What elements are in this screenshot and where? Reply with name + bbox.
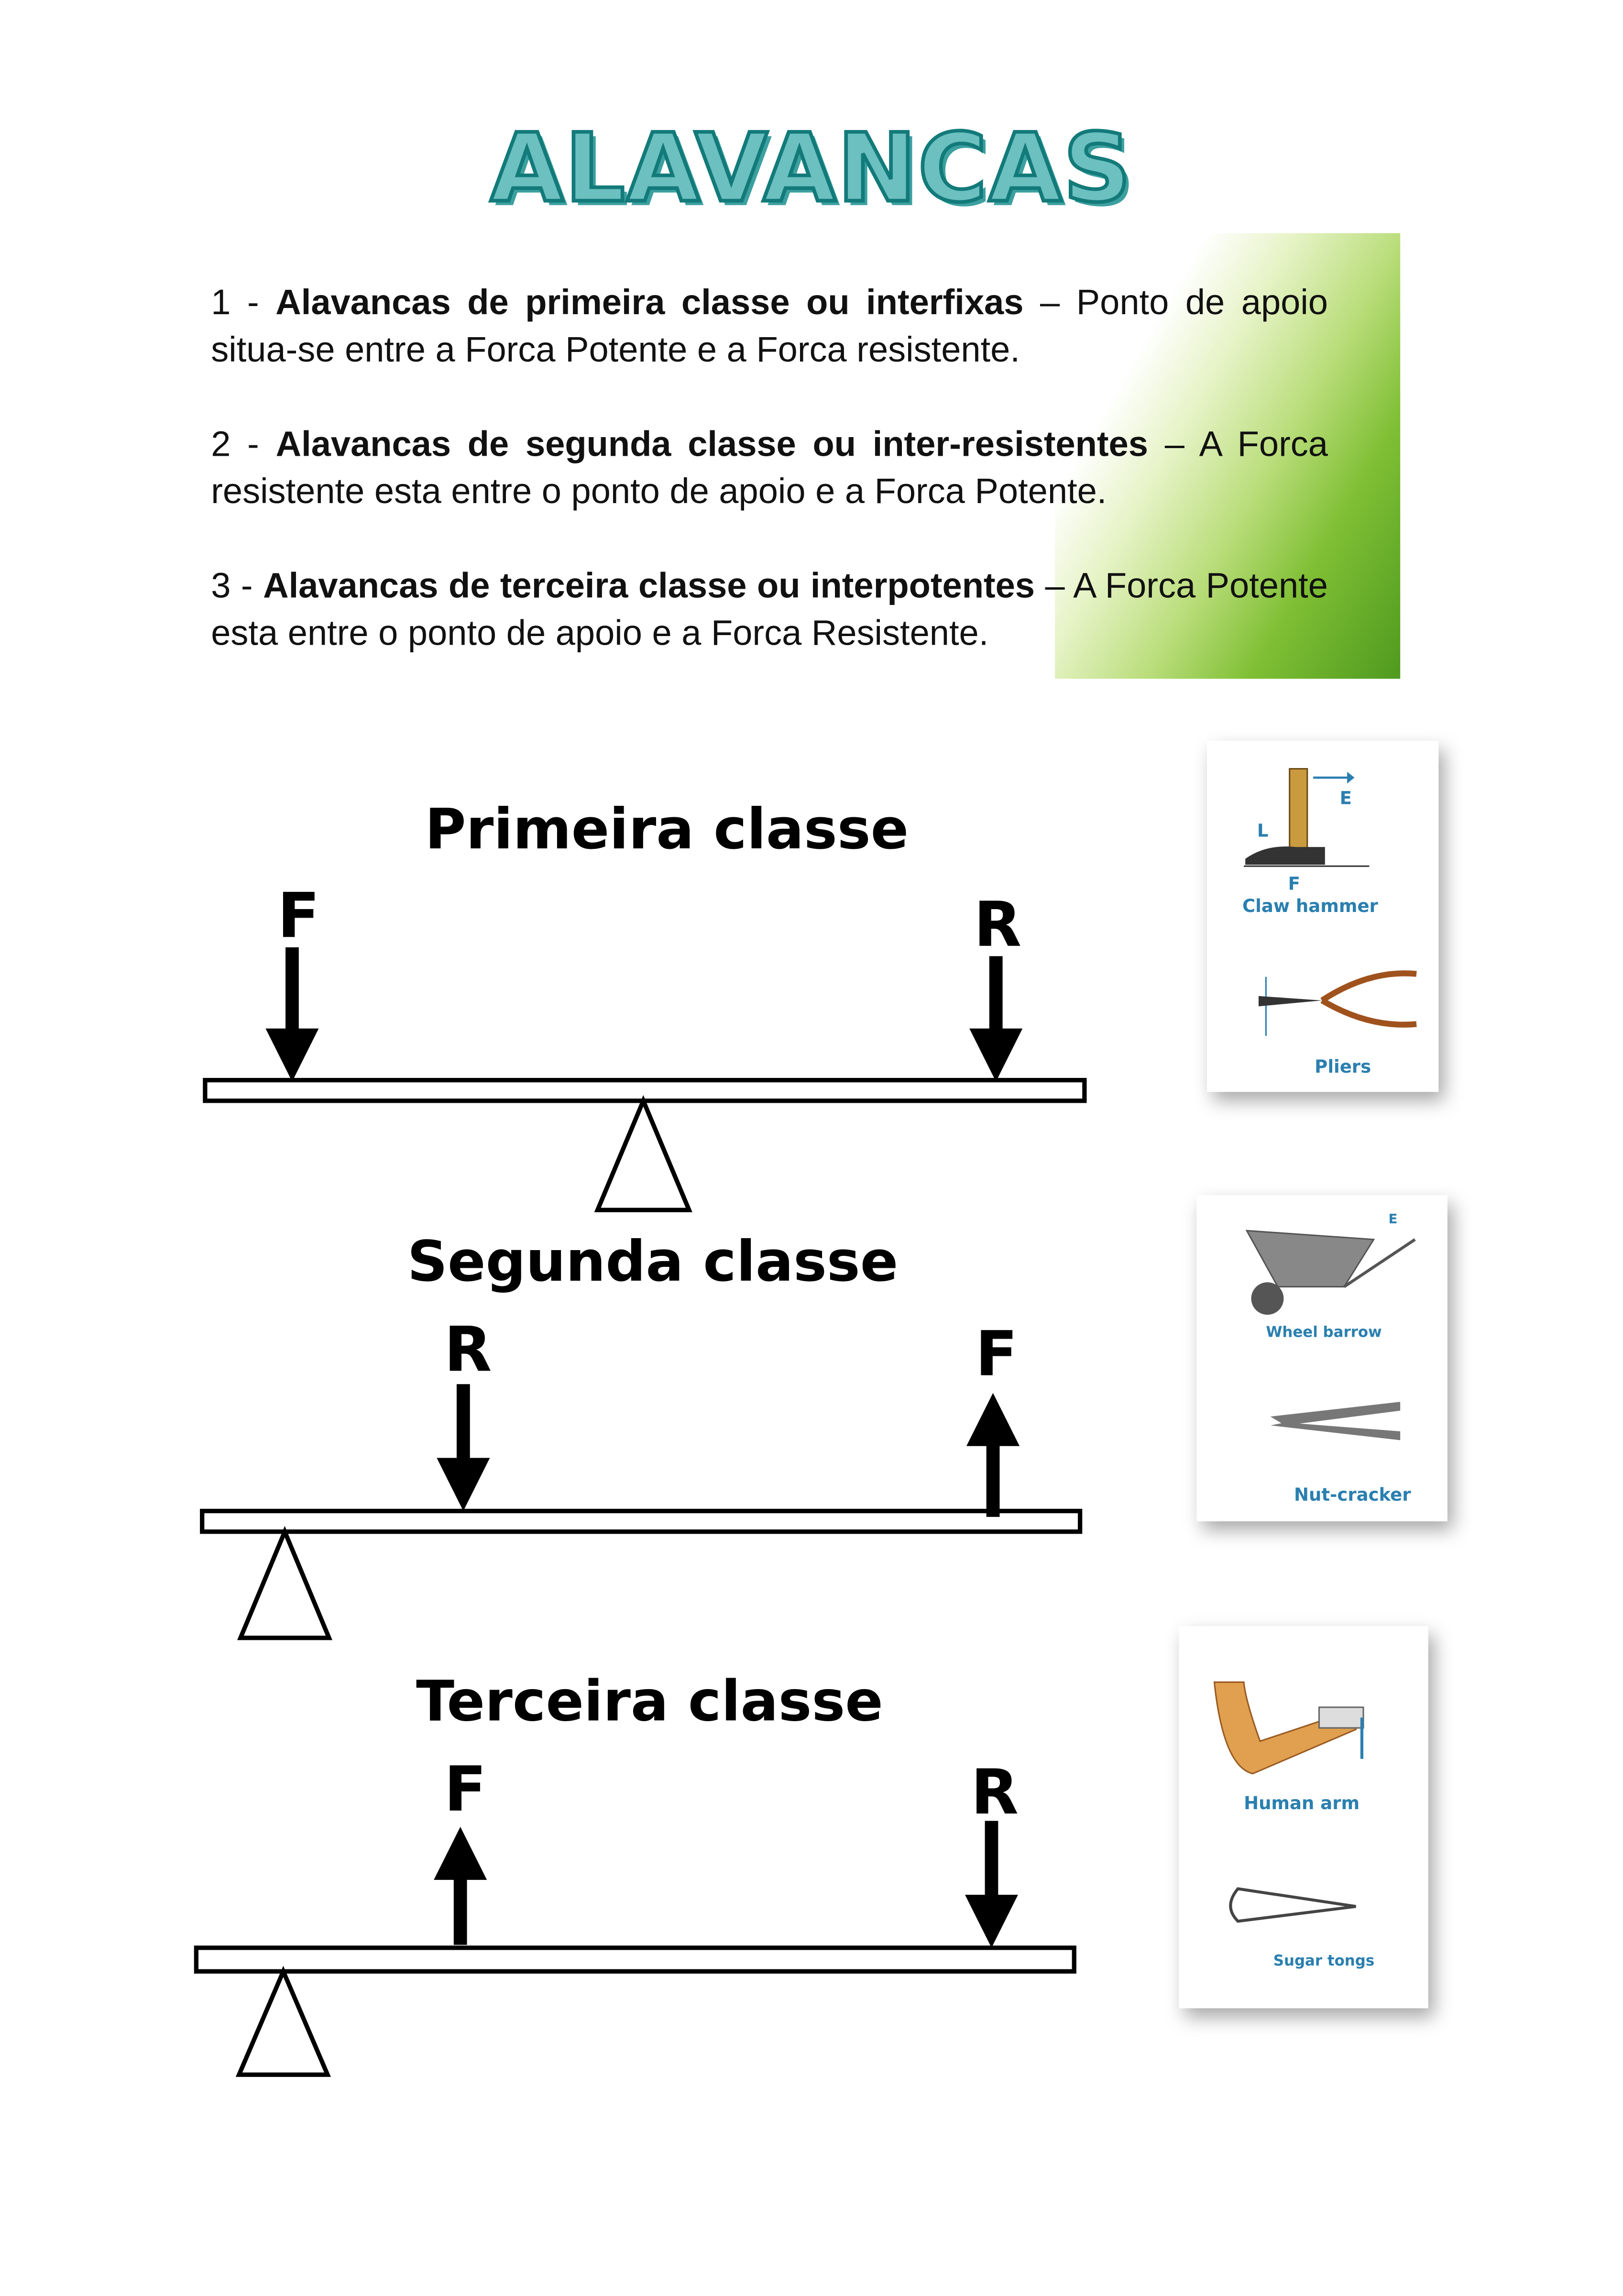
beam xyxy=(205,1080,1085,1101)
fulcrum-triangle xyxy=(598,1101,689,1210)
wheelbarrow-caption: Wheel barrow xyxy=(1266,1325,1382,1341)
third-class-title: Terceira classe xyxy=(416,1669,883,1734)
beam xyxy=(196,1948,1074,1971)
example-card-third-class xyxy=(1179,1626,1428,2008)
fulcrum-triangle xyxy=(239,1971,328,2075)
lever-second-class xyxy=(202,1384,1080,1638)
lever-first-class xyxy=(205,947,1085,1210)
resistance-label: R xyxy=(971,1756,1019,1828)
force-label: F xyxy=(277,879,320,952)
pliers-caption: Pliers xyxy=(1315,1056,1371,1077)
definition-first-class: 1 - Alavancas de primeira classe ou interfixas – Ponto de apoio situa-se entre a Forca Potente e a Forca resistente. xyxy=(211,283,1328,371)
example-card-second-class: E Wheel barrow Nut-cracker xyxy=(1196,1195,1448,1521)
human-arm-and-sugar-tongs-illustration xyxy=(1179,1626,1428,2008)
lever-third-class xyxy=(196,1821,1074,2075)
force-label: F xyxy=(975,1318,1018,1390)
page-title: ALAVANCAS xyxy=(490,115,1133,224)
sugar-tongs-caption: Sugar tongs xyxy=(1273,1954,1375,1970)
resistance-label: R xyxy=(444,1313,492,1386)
first-class-title: Primeira classe xyxy=(425,797,909,862)
example-card-first-class: E L F Claw hammer Pliers xyxy=(1207,741,1438,1092)
definition-second-class: 2 - Alavancas de segunda classe ou inter-resistentes – A Forca resistente esta entre o ponto de apoio e a Forca Potente. xyxy=(211,425,1328,512)
resistance-label: R xyxy=(974,888,1022,961)
fulcrum-triangle xyxy=(241,1532,329,1638)
wheelbarrow-and-nutcracker-illustration xyxy=(1196,1195,1448,1521)
definition-third-class: 3 - Alavancas de terceira classe ou interpotentes – A Forca Potente esta entre o ponto de apoio e a Forca Resistente. xyxy=(211,566,1328,654)
force-label: F xyxy=(444,1753,487,1825)
nutcracker-caption: Nut-cracker xyxy=(1294,1484,1411,1505)
human-arm-caption: Human arm xyxy=(1244,1792,1360,1814)
claw-hammer-caption: Claw hammer xyxy=(1242,895,1378,917)
second-class-title: Segunda classe xyxy=(407,1229,899,1294)
beam xyxy=(202,1511,1080,1532)
